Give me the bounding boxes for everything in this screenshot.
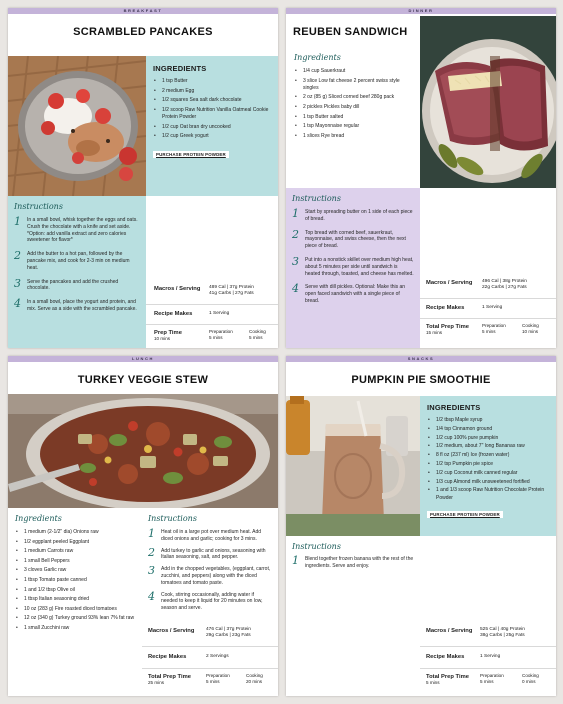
ingredient-item: • 1 tbsp Italian seasoning dried [15,596,137,603]
ingredient-item: • 1/4 tsp Cinnamon ground [427,426,550,433]
macros-line-2: 29g Carbs | 23g Fats [206,633,251,638]
step-number: 1 [292,207,299,220]
ingredient-item: • 1 slices Rye bread [294,133,414,140]
cooking-label: Cooking [246,673,263,678]
step-number: 1 [292,554,299,567]
cooking-value: 10 mins [522,329,539,334]
step-text: Start by spreading butter on 1 side of each piece of bread. [305,209,413,222]
instructions-heading: Instructions [292,194,341,203]
ingredients-list [294,68,414,140]
step-text: Put into a nonstick skillet over medium high heat, about 5 minutes per side until sandwich is heated through, toasted, and cheese has melted. [305,256,414,277]
step-text: Serve with dill pickles. Optional: Make this an open faced sandwich with a single piece of bread. [305,284,406,304]
step-number: 2 [292,227,299,241]
instructions-heading: Instructions [292,542,341,551]
recipe-title: PUMPKIN PIE SMOOTHIE [351,374,491,386]
ingredient-item: • 1/2 cup Oat bran dry uncooked [153,124,271,131]
macros-label: Macros / Serving [154,286,201,292]
ingredient-item: • 1/2 tsp Pumpkin pie spice [427,461,550,468]
step-text: Add turkey to garlic and onions, seasoning with Italian seasoning, salt, and pepper. [161,547,266,561]
cooking-label: Cooking [522,323,539,328]
ingredient-item: • 1 small Zucchini raw [15,625,137,632]
total-prep-time-value: 5 mins [426,680,440,685]
nutrition-facts [142,622,278,694]
instructions-list [292,556,422,570]
section-label: SNACKS [286,356,556,362]
instruction-step [292,284,414,304]
ingredient-item: • 1 and 1/2 tbsp Olive oil [15,587,137,594]
recipe-makes-value: 1 Serving [482,305,503,310]
prep-time-value: 10 mins [154,336,171,341]
recipe-card-scrambled-pancakes [8,8,278,348]
instructions-panel [286,188,420,348]
preparation-value: 5 mins [480,679,494,684]
ingredient-item: • 1 and 1/3 scoop Raw Nutrition Chocolate Protein Powder [427,487,550,501]
instruction-step [14,251,139,271]
ingredients-list [427,417,550,502]
cooking-value: 0 mins [522,679,536,684]
step-number: 2 [14,249,21,263]
instructions-list [292,209,414,305]
nutrition-facts [420,622,556,694]
preparation-label: Preparation [480,673,504,678]
instruction-step [292,209,414,223]
total-prep-time-label: Total Prep Time [148,674,191,680]
total-prep-time-value: 25 mins [148,680,165,685]
step-number: 1 [148,527,155,540]
instruction-step [292,227,414,250]
recipe-title: SCRAMBLED PANCAKES [73,26,213,38]
ingredient-item: • 1/2 cup Coconut milk canned regular [427,470,550,477]
step-number: 3 [292,254,299,268]
ingredient-item: • 1/2 tbsp Maple syrup [427,417,550,424]
preparation-label: Preparation [209,329,233,334]
step-text: In a small bowl, place the yogurt and protein, and mix. Serve as a side with the scrambled pancake. [27,299,137,312]
macros-line-2: 38g Carbs | 25g Fats [480,633,525,638]
ingredients-panel [286,46,420,188]
reuben-sandwich-photo [420,16,556,188]
ingredient-item: • 1/2 cup 100% pure pumpkin [427,435,550,442]
recipe-makes-label: Recipe Makes [426,305,465,311]
step-text: Heat oil in a large pot over medium heat. Add diced onions and garlic; cooking for 3 mins. [161,529,262,542]
ingredient-item: • 1 small Bell Peppers [15,558,137,565]
ingredient-item: • 1 tbsp Tomato paste canned [15,577,137,584]
step-number: 3 [14,276,21,290]
step-text: In a small bowl, whisk together the eggs and oats. Crush the chocolate with a knife and set aside. *Option: add vanilla extract and zero calories sweetener for flavor* [27,217,138,244]
ingredients-heading: INGREDIENTS [427,403,481,412]
recipe-makes-value: 2 Servings [206,654,229,659]
prep-time-label: Prep Time [154,330,182,336]
instruction-step [148,545,272,562]
recipe-card-pumpkin-pie-smoothie [286,356,556,696]
step-number: 3 [148,564,155,578]
pumpkin-smoothie-photo [286,396,420,536]
ingredient-item: • 2 oz (85 g) Sliced corned beef 280g pack [294,94,414,101]
instructions-list [148,529,272,612]
ingredient-item: • 1/2 eggplant peeled Eggplant [15,539,137,546]
ingredient-item: • 1/2 scoop Raw Nutrition Vanilla Oatmeal Cookie Protein Powder [153,107,271,121]
step-text: Add in the chopped vegetables, (eggplant, carrot, zucchini, and peppers) along with the diced tomatoes and tomato paste. [161,566,271,586]
nutrition-facts [420,276,556,346]
instruction-step [148,529,272,543]
step-text: Serve the pancakes and add the crushed chocolate. [27,278,119,292]
recipe-title: TURKEY VEGGIE STEW [77,374,209,386]
ingredient-item: • 8 fl oz (237 ml) Ice (frozen water) [427,452,550,459]
recipe-makes-label: Recipe Makes [426,654,465,660]
ingredients-heading: INGREDIENTS [153,64,207,73]
section-label: BREAKFAST [8,8,278,14]
macros-line-1: 496 Cal | 38g Protein [482,279,527,284]
cooking-label: Cooking [249,329,266,334]
preparation-value: 5 mins [482,329,496,334]
macros-line-2: 22g Carbs | 27g Fats [482,285,527,290]
ingredient-item: • 1/4 cup Sauerkraut [294,68,414,75]
step-text: Top bread with corned beef, sauerkraut, mayonnaise, and swiss cheese, then the next piece of bread. [305,229,406,250]
purchase-protein-powder-link[interactable]: PURCHASE PROTEIN POWDER [153,151,229,158]
step-text: Blend together frozen banana with the rest of the ingredients. Serve and enjoy. [305,556,414,569]
ingredients-heading: Ingredients [15,514,62,523]
instruction-step [14,217,139,244]
section-label: LUNCH [8,356,278,362]
purchase-protein-powder-link[interactable]: PURCHASE PROTEIN POWDER [427,511,503,518]
instruction-step [148,589,272,612]
preparation-value: 5 mins [206,679,220,684]
instruction-step [292,556,422,570]
macros-label: Macros / Serving [148,628,195,634]
ingredient-item: • 12 oz (340 g) Turkey ground 93% lean 7% fat raw [15,615,137,622]
instruction-step [148,566,272,586]
recipe-makes-label: Recipe Makes [148,654,187,660]
macros-line-1: 476 Cal | 37g Protein [206,627,251,632]
section-label: DINNER [286,8,556,14]
cooking-value: 20 mins [246,679,263,684]
macros-label: Macros / Serving [426,280,473,286]
cooking-label: Cooking [522,673,539,678]
step-number: 2 [148,545,155,559]
ingredient-item: • 1/3 cup Almond milk unsweetened fortified [427,479,550,486]
total-prep-time-value: 15 mins [426,330,443,335]
ingredient-item: • 1 medium Carrots raw [15,548,137,555]
nutrition-facts [146,282,278,346]
cooking-value: 5 mins [249,335,263,340]
total-prep-time-label: Total Prep Time [426,674,469,680]
macros-label: Macros / Serving [426,628,473,634]
ingredient-item: • 2 medium Egg [153,88,271,95]
ingredient-item: • 10 oz (283 g) Fire roasted diced tomatoes [15,606,137,613]
instruction-step [292,254,414,277]
preparation-value: 5 mins [209,335,223,340]
ingredients-list [153,78,271,140]
preparation-label: Preparation [206,673,230,678]
step-number: 1 [14,215,21,228]
total-prep-time-label: Total Prep Time [426,324,469,330]
step-number: 4 [14,297,21,311]
ingredient-item: • 3 cloves Garlic raw [15,567,137,574]
recipe-makes-value: 1 Serving [209,311,230,316]
ingredient-item: • 1/2 medium, about 7" long Bananas raw [427,443,550,450]
ingredient-item: • 1/2 squares Sea salt dark chocolate [153,97,271,104]
instruction-step [14,276,139,293]
step-text: Cook, stirring occasionally, adding water if needed to keep it liquid for 20 minutes on low, season and serve. [161,591,263,612]
instructions-panel [142,508,278,618]
recipe-makes-label: Recipe Makes [154,311,193,317]
macros-line-2: 41g Carbs | 27g Fats [209,291,254,296]
ingredient-item: • 1 tsp Mayonnaise regular [294,123,414,130]
macros-line-1: 489 Cal | 37g Protein [209,285,254,290]
ingredient-item: • 2 pickles Pickles baby dill [294,104,414,111]
ingredients-panel [420,396,556,536]
instructions-heading: Instructions [14,202,63,211]
recipe-title: REUBEN SANDWICH [293,26,408,38]
instructions-heading: Instructions [148,514,197,523]
recipe-card-reuben-sandwich [286,8,556,348]
recipe-card-turkey-veggie-stew [8,356,278,696]
step-number: 4 [148,589,155,603]
ingredients-list [15,529,137,632]
instructions-step-area [292,556,422,586]
step-text: Add the butter to a hot pan, followed by the pancake mix, and cook for 2-3 min on medium heat. [27,251,130,271]
preparation-label: Preparation [482,323,506,328]
recipe-makes-value: 1 Serving [480,654,501,659]
ingredient-item: • 1 tsp Butter salted [294,114,414,121]
ingredient-item: • 3 slice Low fat cheese 2 percent swiss style singles [294,78,414,92]
instructions-list [14,217,139,313]
ingredients-panel [8,508,142,658]
pancakes-photo [8,56,146,196]
ingredient-item: • 1/2 cup Greek yogurt [153,133,271,140]
macros-line-1: 525 Cal | 40g Protein [480,627,525,632]
ingredients-panel [146,56,278,196]
instructions-panel [8,196,146,348]
step-number: 4 [292,282,299,296]
ingredients-heading: Ingredients [294,53,341,62]
instruction-step [14,299,139,313]
ingredient-item: • 1 medium (2-1/2" dia) Onions raw [15,529,137,536]
ingredient-item: • 1 tsp Butter [153,78,271,85]
turkey-stew-photo [8,394,278,508]
